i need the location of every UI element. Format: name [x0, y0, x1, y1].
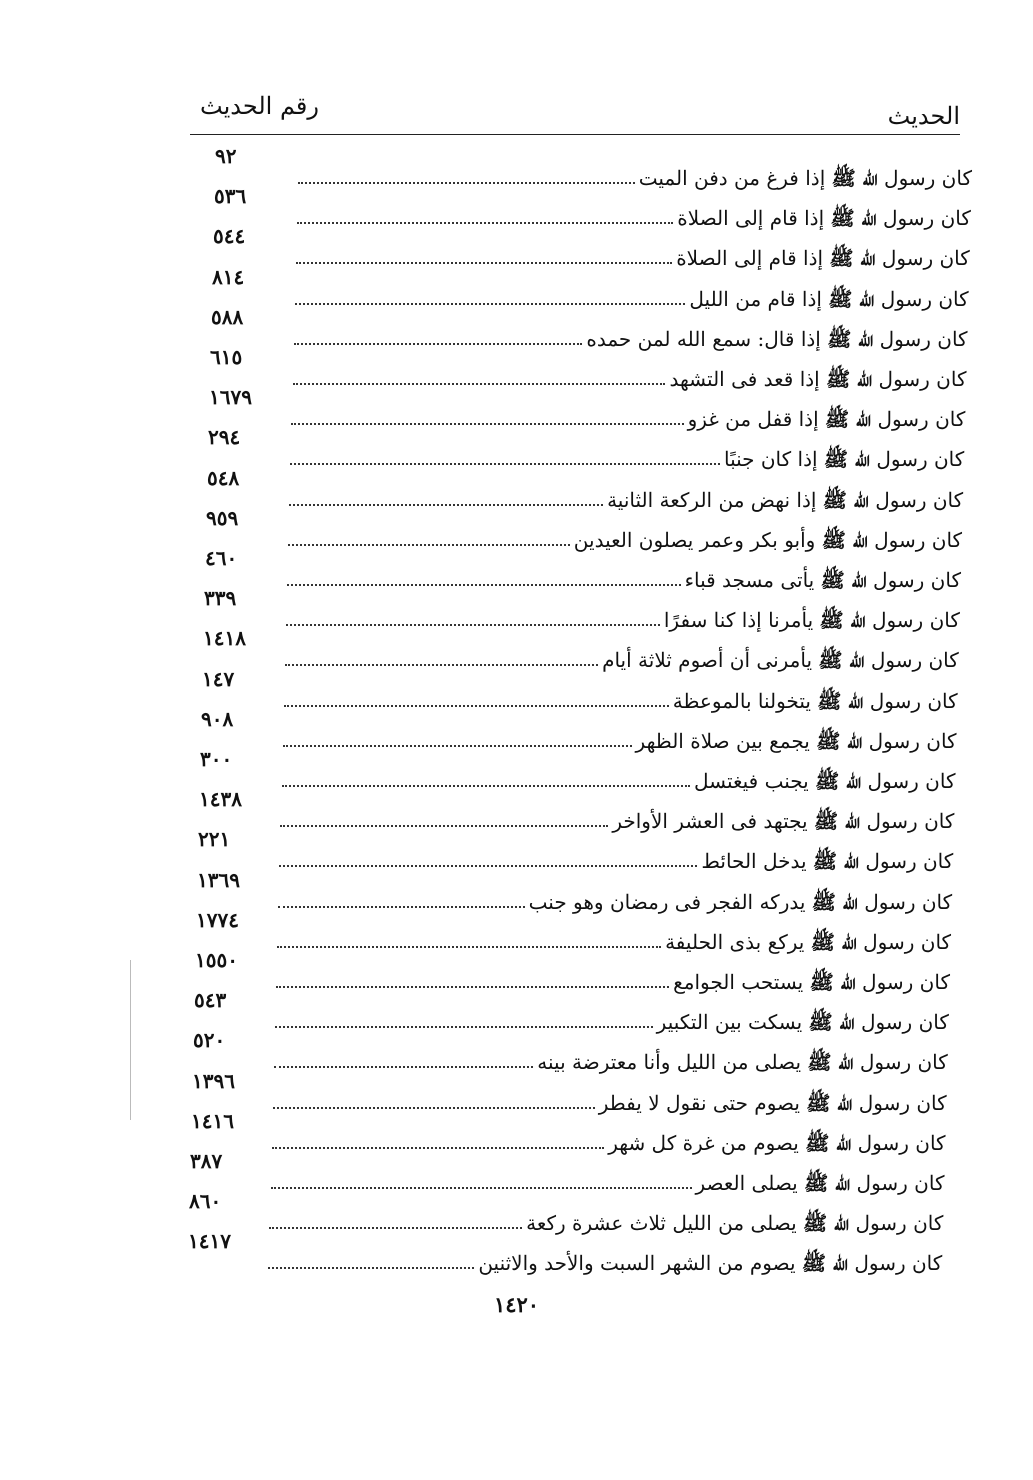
hadith-allah-phrase: الله ﷺ — [822, 487, 869, 512]
leader-dots — [297, 222, 673, 224]
hadith-number: ٩٢ — [215, 144, 237, 168]
hadith-text: يدخل الحائط — [701, 849, 807, 874]
hadith-allah-phrase: الله ﷺ — [815, 769, 862, 793]
index-entry — [297, 192, 971, 232]
hadith-allah-phrase: الله ﷺ — [830, 206, 877, 231]
leader-dots — [269, 1227, 522, 1229]
hadith-number: ٣٠٠ — [200, 747, 233, 771]
hadith-allah-phrase: الله ﷺ — [818, 648, 865, 673]
hadith-allah-phrase: الله ﷺ — [814, 809, 861, 834]
hadith-allah-phrase: الله ﷺ — [808, 1010, 855, 1035]
hadith-prefix: كان رسول — [865, 849, 954, 874]
hadith-text: إذا قعد فى التشهد — [669, 367, 820, 391]
index-entry — [268, 1237, 942, 1277]
leader-dots — [288, 544, 570, 546]
hadith-incipit — [681, 566, 961, 594]
hadith-number: ٥٨٨ — [211, 304, 244, 329]
hadith-incipit — [660, 606, 960, 634]
hadith-number: ١٤٧ — [202, 666, 235, 691]
index-entry — [290, 433, 964, 473]
index-entry — [279, 835, 953, 875]
hadith-allah-phrase: الله ﷺ — [819, 608, 866, 633]
hadith-incipit — [608, 807, 954, 835]
index-entry — [273, 1077, 947, 1117]
hadith-number: ٨١٤ — [212, 264, 245, 289]
hadith-allah-phrase: الله ﷺ — [807, 1050, 854, 1075]
leader-dots — [273, 1107, 595, 1109]
hadith-number: ٥٢٠ — [193, 1028, 226, 1053]
hadith-number: ٣٣٩ — [204, 586, 237, 611]
hadith-incipit — [595, 1089, 947, 1117]
hadith-text: يدركه الفجر فى رمضان وهو جنب — [528, 889, 806, 914]
hadith-prefix: كان رسول — [882, 206, 971, 231]
index-entry — [288, 514, 962, 554]
hadith-incipit — [474, 1249, 942, 1277]
hadith-allah-phrase: الله ﷺ — [817, 688, 864, 713]
hadith-text: إذا كان جنبًا — [723, 447, 818, 472]
hadith-prefix: كان رسول — [879, 326, 968, 351]
leader-dots — [271, 1187, 692, 1189]
hadith-text: يستحب الجوامع — [673, 970, 804, 994]
hadith-prefix: كان رسول — [857, 1130, 946, 1155]
hadith-incipit — [697, 847, 953, 875]
scan-edge-mark — [130, 960, 131, 1120]
hadith-number: ١٣٦٩ — [197, 867, 240, 892]
leader-dots — [296, 262, 672, 264]
hadith-prefix: كان رسول — [871, 608, 960, 633]
leader-dots — [282, 785, 690, 787]
hadith-allah-phrase: الله ﷺ — [821, 527, 868, 552]
hadith-prefix: كان رسول — [881, 246, 970, 271]
hadith-incipit — [570, 526, 962, 554]
index-entry — [272, 1117, 946, 1157]
hadith-number: ٣٨٧ — [190, 1149, 223, 1173]
hadith-number: ٢٢١ — [198, 827, 231, 852]
leader-dots — [291, 423, 683, 425]
hadith-incipit — [672, 244, 970, 272]
hadith-prefix: كان رسول — [866, 809, 955, 834]
hadith-number: ١٥٥٠ — [195, 948, 238, 972]
leader-dots — [286, 624, 660, 626]
hadith-text: يصوم من الشهر السبت والأحد والاثنين — [478, 1251, 796, 1276]
hadith-text: يأمرنا إذا كنا سفرًا — [663, 608, 814, 633]
hadith-text: يصوم حتى نقول لا يفطر — [598, 1090, 800, 1115]
leader-dots — [293, 383, 666, 385]
hadith-number: ٢٩٤ — [208, 425, 241, 450]
hadith-allah-phrase: الله ﷺ — [806, 1090, 853, 1115]
index-entry — [293, 353, 967, 393]
hadith-prefix: كان رسول — [858, 1090, 947, 1115]
hadith-allah-phrase: الله ﷺ — [831, 166, 878, 190]
hadith-allah-phrase: الله ﷺ — [827, 326, 874, 351]
hadith-number: ٥٣٦ — [214, 184, 247, 209]
hadith-number: ١٤١٨ — [203, 626, 246, 651]
index-entry — [276, 956, 950, 996]
index-entry — [282, 755, 956, 795]
hadith-number: ٥٤٤ — [213, 224, 246, 249]
hadith-incipit — [669, 687, 958, 715]
hadith-incipit — [690, 767, 956, 795]
hadith-text: يأمرنى أن أصوم ثلاثة أيام — [602, 648, 813, 673]
hadith-allah-phrase: الله ﷺ — [816, 728, 863, 753]
leader-dots — [287, 584, 681, 586]
hadith-number: ٨٦٠ — [189, 1189, 222, 1214]
index-entry — [285, 634, 959, 674]
leader-dots — [294, 343, 583, 345]
hadith-text: إذا قام من الليل — [689, 286, 822, 311]
hadith-text: يصلى من الليل ثلاث عشرة ركعة — [526, 1211, 797, 1236]
hadith-incipit — [692, 1169, 945, 1197]
index-entry — [287, 554, 961, 594]
hadith-prefix: كان رسول — [863, 929, 952, 954]
hadith-allah-phrase: الله ﷺ — [826, 367, 873, 391]
index-entry — [296, 232, 970, 272]
hadith-allah-phrase: الله ﷺ — [809, 970, 856, 994]
hadith-text: إذا قفل من غزو — [687, 407, 819, 432]
leader-dots — [289, 504, 603, 506]
hadith-allah-phrase: الله ﷺ — [811, 889, 858, 914]
hadith-number: ١٦٧٩ — [209, 385, 252, 410]
leader-dots — [268, 1267, 474, 1269]
leader-dots — [290, 463, 720, 465]
hadith-prefix: كان رسول — [878, 367, 967, 391]
index-entry — [278, 876, 952, 916]
hadith-allah-phrase: الله ﷺ — [803, 1211, 850, 1236]
hadith-incipit — [665, 365, 966, 393]
hadith-number: ١٤٣٨ — [199, 787, 242, 812]
hadith-number: ٦١٥ — [210, 345, 243, 369]
hadith-prefix: كان رسول — [884, 166, 972, 190]
leader-dots — [280, 825, 608, 827]
leader-dots — [283, 745, 632, 747]
leader-dots — [279, 865, 697, 867]
hadith-prefix: كان رسول — [876, 447, 965, 472]
hadith-text: يجمع بين صلاة الظهر — [635, 728, 810, 753]
hadith-incipit — [684, 405, 966, 433]
leader-dots — [272, 1147, 605, 1149]
hadith-prefix: كان رسول — [869, 688, 958, 713]
hadith-prefix: كان رسول — [860, 1010, 949, 1035]
hadith-incipit — [632, 727, 957, 755]
hadith-number: ٥٤٨ — [207, 465, 240, 490]
leader-dots — [275, 1026, 653, 1028]
hadith-incipit — [635, 164, 972, 192]
hadith-text: إذا فرغ من دفن الميت — [638, 166, 826, 190]
hadith-incipit — [582, 325, 967, 353]
leader-dots — [298, 182, 635, 184]
hadith-number: ١٣٩٦ — [192, 1068, 235, 1093]
hadith-allah-phrase: الله ﷺ — [823, 447, 870, 472]
hadith-number: ٤٦٠ — [205, 546, 238, 570]
hadith-text: يركع بذى الحليفة — [665, 929, 805, 954]
hadith-number: ٩٠٨ — [201, 706, 234, 731]
leader-dots — [276, 986, 669, 988]
hadith-prefix: كان رسول — [874, 527, 963, 552]
hadith-incipit — [525, 888, 953, 916]
index-entry — [298, 152, 972, 192]
index-entry — [271, 1157, 945, 1197]
hadith-incipit — [598, 646, 959, 674]
hadith-prefix: كان رسول — [867, 769, 956, 793]
hadith-prefix: كان رسول — [868, 728, 957, 753]
hadith-text: إذا قال: سمع الله لمن حمده — [586, 326, 821, 351]
hadith-prefix: كان رسول — [859, 1050, 948, 1075]
index-entry — [277, 916, 951, 956]
hadith-text: إذا قام إلى الصلاة — [677, 206, 825, 231]
hadith-incipit — [522, 1209, 943, 1237]
leader-dots — [274, 1066, 534, 1068]
hadith-allah-phrase: الله ﷺ — [801, 1251, 848, 1276]
hadith-text: يجنب فيغتسل — [693, 769, 809, 793]
leader-dots — [278, 906, 524, 908]
hadith-allah-phrase: الله ﷺ — [825, 407, 872, 432]
hadith-number: ٩٥٩ — [206, 505, 239, 530]
leader-dots — [295, 303, 686, 305]
hadith-allah-phrase: الله ﷺ — [804, 1171, 851, 1195]
hadith-text: يأتى مسجد قباء — [684, 568, 815, 592]
hadith-allah-phrase: الله ﷺ — [828, 286, 875, 311]
hadith-incipit — [604, 1129, 945, 1157]
hadith-prefix: كان رسول — [870, 648, 959, 673]
index-entry — [269, 1197, 943, 1237]
hadith-incipit — [653, 1008, 949, 1036]
hadith-text: يجتهد فى العشر الأواخر — [612, 809, 808, 834]
index-entry — [291, 393, 965, 433]
hadith-text: يتخولنا بالموعظة — [672, 688, 811, 713]
hadith-allah-phrase: الله ﷺ — [820, 568, 867, 592]
header-hadith-number-label: رقم الحديث — [200, 92, 319, 120]
hadith-incipit — [685, 285, 968, 313]
hadith-number: ١٤١٧ — [188, 1229, 231, 1254]
header-hadith-label: الحديث — [887, 102, 960, 130]
hadith-text: يصلى العصر — [695, 1171, 798, 1195]
page-number: ١٤٢٠ — [493, 1292, 540, 1317]
hadith-text: يسكت بين التكبير — [656, 1010, 803, 1035]
hadith-allah-phrase: الله ﷺ — [812, 849, 859, 874]
hadith-incipit — [669, 968, 950, 996]
hadith-prefix: كان رسول — [877, 407, 966, 432]
hadith-prefix: كان رسول — [864, 889, 953, 914]
hadith-text: وأبو بكر وعمر يصلون العيدين — [573, 527, 816, 552]
hadith-text: يصوم من غرة كل شهر — [608, 1130, 799, 1155]
hadith-incipit — [720, 445, 964, 473]
leader-dots — [277, 946, 661, 948]
hadith-allah-phrase: الله ﷺ — [805, 1130, 852, 1155]
hadith-allah-phrase: الله ﷺ — [810, 929, 857, 954]
leader-dots — [284, 705, 669, 707]
index-entry — [286, 594, 960, 634]
index-entry — [283, 715, 957, 755]
hadith-incipit — [673, 204, 971, 232]
hadith-number: ١٤١٦ — [191, 1108, 234, 1133]
hadith-number: ١٧٧٤ — [196, 907, 239, 932]
index-entry — [294, 313, 968, 353]
hadith-incipit — [661, 928, 951, 956]
hadith-prefix: كان رسول — [873, 568, 961, 592]
page-header — [190, 92, 960, 135]
index-entry — [280, 795, 954, 835]
hadith-prefix: كان رسول — [855, 1211, 944, 1236]
hadith-prefix: كان رسول — [880, 286, 969, 311]
hadith-text: إذا نهض من الركعة الثانية — [607, 487, 817, 512]
hadith-incipit — [533, 1048, 948, 1076]
hadith-prefix: كان رسول — [875, 487, 964, 512]
index-entry — [274, 1036, 948, 1076]
index-entry — [284, 675, 958, 715]
index-entry — [275, 996, 949, 1036]
index-entry — [289, 474, 963, 514]
index-entry — [295, 273, 969, 313]
hadith-allah-phrase: الله ﷺ — [829, 246, 876, 271]
hadith-text: إذا قام إلى الصلاة — [676, 246, 824, 271]
leader-dots — [285, 664, 598, 666]
hadith-prefix: كان رسول — [856, 1171, 945, 1195]
hadith-prefix: كان رسول — [862, 970, 950, 994]
hadith-text: يصلى من الليل وأنا معترضة بينه — [537, 1050, 802, 1075]
hadith-incipit — [603, 486, 963, 514]
hadith-number: ٥٤٣ — [194, 988, 227, 1013]
hadith-prefix: كان رسول — [854, 1251, 943, 1276]
